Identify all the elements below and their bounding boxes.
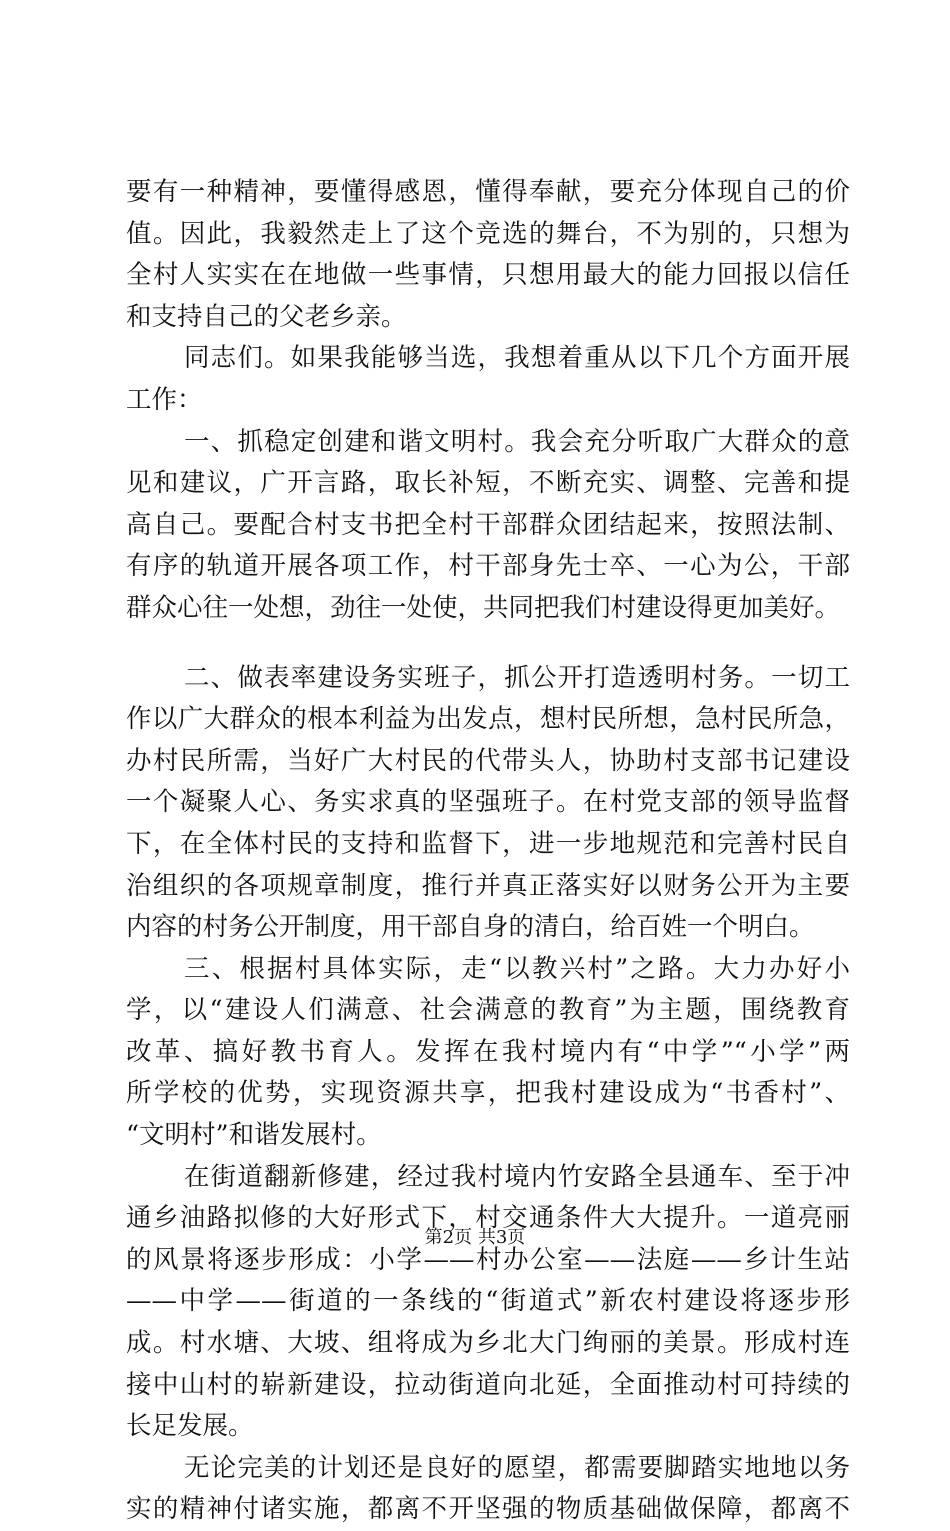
text-line: 高自己。要配合村支书把全村干部群众团结起来，按照法制、 [126,509,850,540]
text-line: 成。村水塘、大坡、组将成为乡北大门绚丽的美景。形成村连 [126,1328,850,1359]
text-line: 改革、搞好教书育人。发挥在我村境内有“中学”“小学”两 [126,1036,850,1067]
text-line: 通乡油路拟修的大好形式下，村交通条件大大提升。一道亮丽 [126,1203,850,1234]
paragraph-gap [126,630,850,658]
text-line: 值。因此，我毅然走上了这个竞选的舞台，不为别的，只想为 [126,218,850,249]
text-line: 的风景将逐步形成：小学——村办公室——法庭——乡计生站 [126,1244,850,1275]
text-line: 二、做表率建设务实班子，抓公开打造透明村务。一切工 [184,662,850,693]
text-line: 在街道翻新修建，经过我村境内竹安路全县通车、至于冲 [184,1161,850,1192]
text-line: 下，在全体村民的支持和监督下，进一步地规范和完善村民自 [126,828,850,859]
page-footer: 第2页 共3页 [424,1227,526,1248]
text-line: 见和建议，广开言路，取长补短，不断充实、调整、完善和提 [126,468,850,499]
text-line: 全村人实实在在地做一些事情，只想用最大的能力回报以信任 [126,260,850,291]
text-line: 要有一种精神，要懂得感恩，懂得奉献，要充分体现自己的价 [126,177,850,207]
text-line: 实的精神付诸实施，都离不开坚强的物质基础做保障，都离不 [126,1494,850,1525]
text-line: 办村民所需，当好广大村民的代带头人，协助村支部书记建设 [126,745,850,776]
text-line: ——中学——街道的一条线的“街道式”新农村建设将逐步形 [126,1286,850,1317]
text-line: “文明村”和谐发展村。 [126,1120,382,1151]
text-line: 接中山村的崭新建设，拉动街道向北延，全面推动村可持续的 [126,1369,850,1400]
text-line: 作以广大群众的根本利益为出发点，想村民所想，急村民所急， [126,704,850,735]
text-line: 一个凝聚人心、务实求真的坚强班子。在村党支部的领导监督 [126,787,850,818]
text-line: 一、抓稳定创建和谐文明村。我会充分听取广大群众的意 [184,426,850,457]
text-line: 有序的轨道开展各项工作，村干部身先士卒、一心为公，干部 [126,551,850,582]
text-line: 无论完美的计划还是良好的愿望，都需要脚踏实地地以务 [184,1452,850,1483]
text-line: 学，以“建设人们满意、社会满意的教育”为主题，围绕教育 [126,995,850,1026]
document-body [126,172,850,1531]
text-line: 和支持自己的父老乡亲。 [126,301,407,332]
text-line: 三、根据村具体实际，走“以教兴村”之路。大力办好小 [184,953,850,984]
text-line: 同志们。如果我能够当选，我想着重从以下几个方面开展 [184,343,850,374]
text-line: 工作： [126,384,203,415]
text-line: 长足发展。 [126,1411,254,1442]
text-line: 治组织的各项规章制度，推行并真正落实好以财务公开为主要 [126,870,850,901]
text-line: 内容的村务公开制度，用干部自身的清白，给百姓一个明白。 [126,912,815,943]
text-line: 所学校的优势，实现资源共享，把我村建设成为“书香村”、 [126,1078,850,1109]
text-line: 群众心往一处想，劲往一处使，共同把我们村建设得更加美好。 [126,592,841,623]
